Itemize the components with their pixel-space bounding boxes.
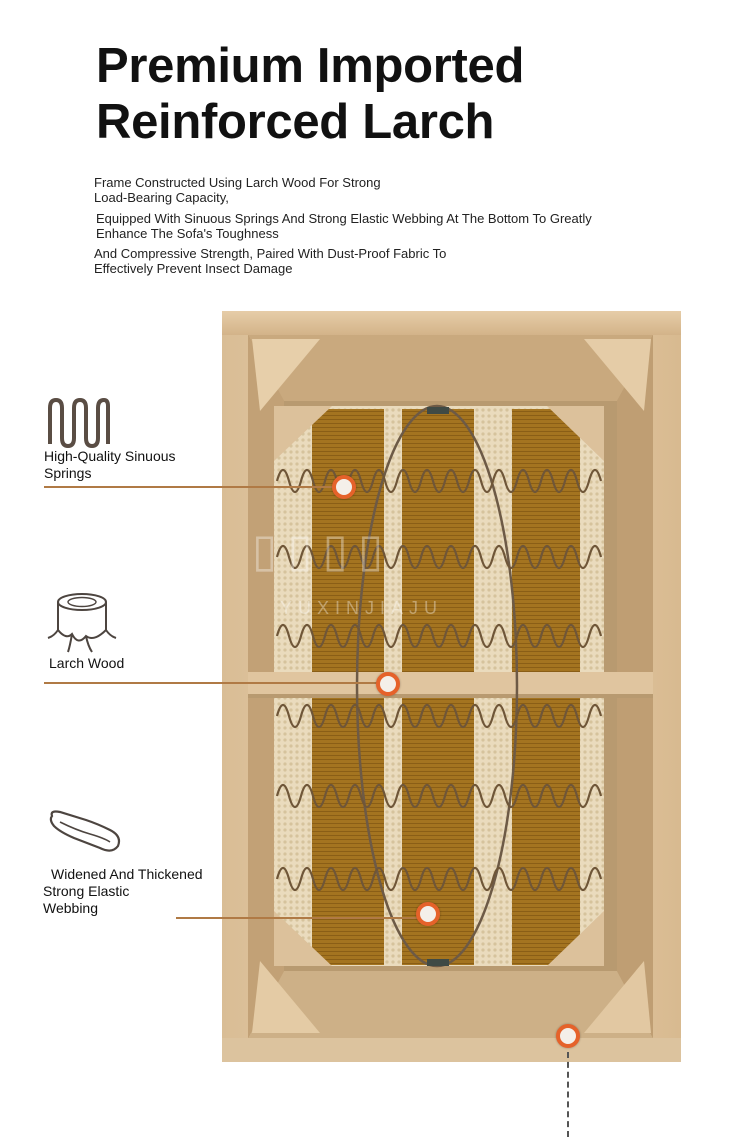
hotspot-webbing[interactable]: [416, 902, 440, 926]
description-line: And Compressive Strength, Paired With Dust-Proof Fabric To: [94, 246, 447, 261]
watermark-text: YUXINJIAJU: [280, 598, 444, 618]
hotspot-wood[interactable]: [376, 672, 400, 696]
feature-label-line: Webbing: [43, 900, 99, 916]
hotspot-frame-bottom[interactable]: [556, 1024, 580, 1048]
title-line-2: Reinforced Larch: [96, 95, 495, 149]
description-line: Enhance The Sofa's Toughness: [96, 226, 279, 241]
webbing-band-icon: [46, 808, 124, 854]
description-line: Frame Constructed Using Larch Wood For Strong: [94, 175, 381, 190]
sofa-frame-image: [222, 311, 681, 1062]
description-paragraph-1: [94, 175, 381, 205]
leader-line-wood: [44, 682, 380, 684]
description-line: Equipped With Sinuous Springs And Strong Elastic Webbing At The Bottom To Greatly: [96, 211, 592, 226]
dashed-connector: [567, 1052, 569, 1137]
spring-icon: [46, 398, 112, 448]
description-line: Load-Bearing Capacity,: [94, 190, 229, 205]
feature-label-line: Strong Elastic: [43, 883, 130, 899]
description-paragraph-3: [94, 246, 446, 276]
feature-label-line: Larch Wood: [49, 655, 125, 671]
feature-label-line: Springs: [44, 465, 92, 481]
feature-label-springs: [44, 448, 176, 482]
feature-label-webbing: [43, 866, 203, 917]
title-line-1: Premium Imported: [96, 39, 525, 93]
feature-label-line: High-Quality Sinuous: [44, 448, 176, 464]
feature-label-line: Widened And Thickened: [51, 866, 203, 882]
page-title: [96, 38, 524, 150]
feature-label-wood: [49, 655, 124, 672]
hotspot-springs[interactable]: [332, 475, 356, 499]
leader-line-webbing: [176, 917, 418, 919]
svg-text:▯▯▯▯: ▯▯▯▯: [252, 523, 394, 577]
leader-line-springs: [44, 486, 336, 488]
wood-log-icon: [46, 590, 118, 656]
description-paragraph-2: [96, 211, 592, 241]
description-line: Effectively Prevent Insect Damage: [94, 261, 293, 276]
